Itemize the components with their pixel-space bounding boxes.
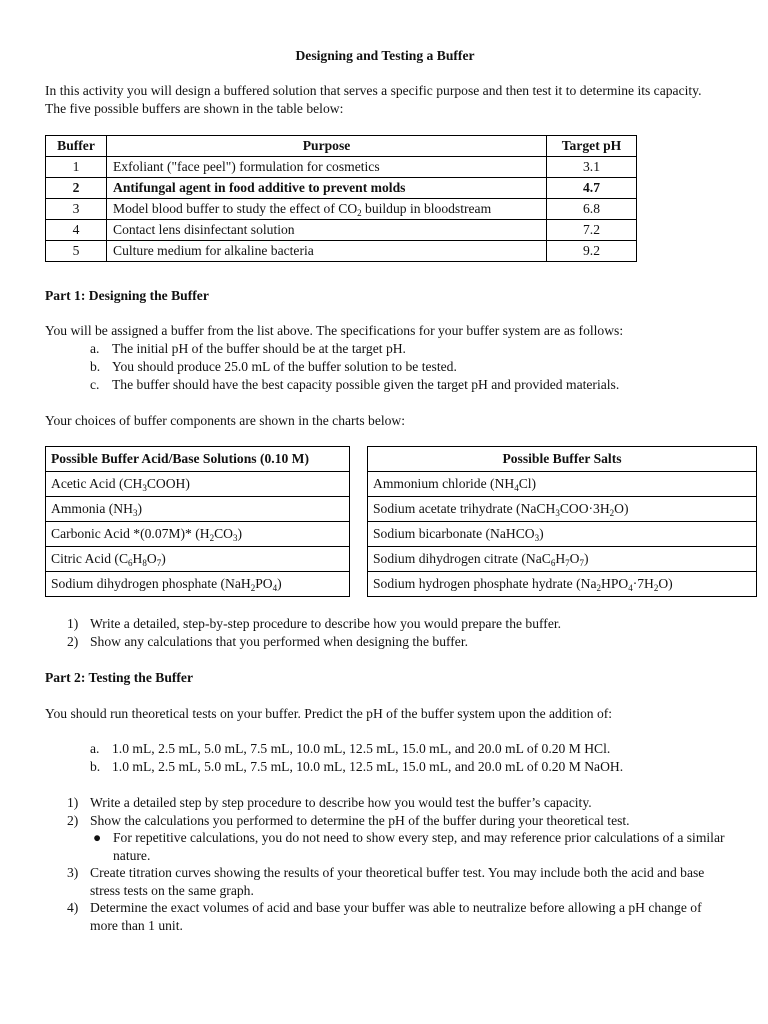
list-item: 1) Write a detailed, step-by-step procedure to describe how you would prepare the buffer. (67, 616, 562, 631)
table-row-highlighted (46, 178, 637, 199)
list-item: 1) Write a detailed step by step procedure to describe how you would test the buffer’s capacity. (67, 795, 592, 810)
buffer-number: 3 (46, 199, 107, 220)
buffer-number: 4 (46, 220, 107, 241)
intro-paragraph: In this activity you will design a buffered solution that serves a specific purpose and then test it to determine its capacity. The five possible buffers are shown in the table below: (45, 83, 702, 116)
buffer-purpose: Antifungal agent in food additive to prevent molds (107, 178, 547, 199)
buffer-number: 5 (46, 241, 107, 262)
table-row: Sodium dihydrogen citrate $(NaC_6H_7O_7)$ (368, 547, 757, 572)
buffer-purpose: Culture medium for alkaline bacteria (107, 241, 547, 262)
table-header-row (46, 136, 637, 157)
table-row: Sodium dihydrogen phosphate $(NaH_2PO_4)$ (46, 572, 350, 597)
column-header-purpose: Purpose (107, 136, 547, 157)
list-item: a. 1.0 mL, 2.5 mL, 5.0 mL, 7.5 mL, 10.0 mL, 12.5 mL, 15.0 mL, and 20.0 mL of 0.20 M HCl. (90, 741, 611, 756)
spec-list (90, 340, 619, 394)
table-row: Sodium acetate trihydrate $(NaCH_3COO\cdot 3H_2O)$ (368, 497, 757, 522)
table-row: Acetic Acid $(CH_3COOH)$ (46, 472, 350, 497)
list-item: b. 1.0 mL, 2.5 mL, 5.0 mL, 7.5 mL, 10.0 mL, 12.5 mL, 15.0 mL, and 20.0 mL of 0.20 M NaOH. (90, 759, 624, 774)
part2-heading: Part 2: Testing the Buffer (45, 670, 194, 685)
part2-intro: You should run theoretical tests on your buffer. Predict the pH of the buffer system upon the addition of: (45, 706, 613, 721)
buffer-number: 1 (46, 157, 107, 178)
table-row: Ammonium chloride $(NH_4Cl)$ (368, 472, 757, 497)
table-row (46, 241, 637, 262)
buffer-target-ph: 7.2 (547, 220, 637, 241)
table-row: Citric Acid $(C_6H_8O_7)$ (46, 547, 350, 572)
bullet-item: ● For repetitive calculations, you do not need to show every step, and may reference prior calculations of a similar nature. (93, 830, 725, 863)
list-item: a. The initial pH of the buffer should be at the target pH. (90, 341, 406, 356)
table-row (46, 199, 637, 220)
buffer-target-ph: 4.7 (547, 178, 637, 199)
salts-table-header: Possible Buffer Salts (368, 447, 757, 472)
part1-heading: Part 1: Designing the Buffer (45, 288, 209, 303)
bullet-icon: ● (93, 830, 102, 845)
acid-base-table-header: Possible Buffer Acid/Base Solutions (0.10 M) (46, 447, 350, 472)
list-item: 4) Determine the exact volumes of acid and base your buffer was able to neutralize before allowing a pH change of more than 1 unit. (67, 900, 702, 933)
buffer-purpose: Exfoliant ("face peel") formulation for cosmetics (107, 157, 547, 178)
list-item: c. The buffer should have the best capacity possible given the target pH and provided materials. (90, 377, 620, 392)
buffer-purpose: Model blood buffer to study the effect of $CO_2$ buildup in bloodstream (107, 199, 547, 220)
choices-text: Your choices of buffer components are shown in the charts below: (45, 413, 406, 428)
list-item: 2) Show the calculations you performed to determine the pH of the buffer during your theoretical test. ● For repetitive calculations, you do not need to show every step, and may reference prior calculations of a similar nature. (67, 812, 727, 865)
part1-task-list (67, 615, 727, 650)
table-row: Carbonic Acid *(0.07M)* $(H_2CO_3)$ (46, 522, 350, 547)
page-title: Designing and Testing a Buffer (295, 48, 475, 63)
buffer-target-ph: 6.8 (547, 199, 637, 220)
buffer-purpose: Contact lens disinfectant solution (107, 220, 547, 241)
column-header-target-ph: Target pH (547, 136, 637, 157)
salts-table (367, 446, 757, 597)
table-row: Sodium bicarbonate (NaHCO$_3$) (368, 522, 757, 547)
list-item: 3) Create titration curves showing the results of your theoretical buffer test. You may include both the acid and base stress tests on the same graph. (67, 865, 705, 898)
buffer-target-ph: 9.2 (547, 241, 637, 262)
part1-intro: You will be assigned a buffer from the list above. The specifications for your buffer system are as follows: (45, 323, 624, 338)
acid-base-table (45, 446, 350, 597)
buffer-target-ph: 3.1 (547, 157, 637, 178)
table-row (46, 220, 637, 241)
column-header-buffer: Buffer (46, 136, 107, 157)
table-row: Ammonia $(NH_3)$ (46, 497, 350, 522)
table-row: Sodium hydrogen phosphate hydrate $(Na_2HPO_4\cdot 7H_2O)$ (368, 572, 757, 597)
part2-task-list (67, 794, 727, 934)
table-row (46, 157, 637, 178)
buffer-number: 2 (46, 178, 107, 199)
additions-list (90, 740, 623, 776)
list-item: b. You should produce 25.0 mL of the buffer solution to be tested. (90, 359, 457, 374)
buffer-table (45, 135, 637, 262)
list-item: 2) Show any calculations that you performed when designing the buffer. (67, 633, 469, 649)
